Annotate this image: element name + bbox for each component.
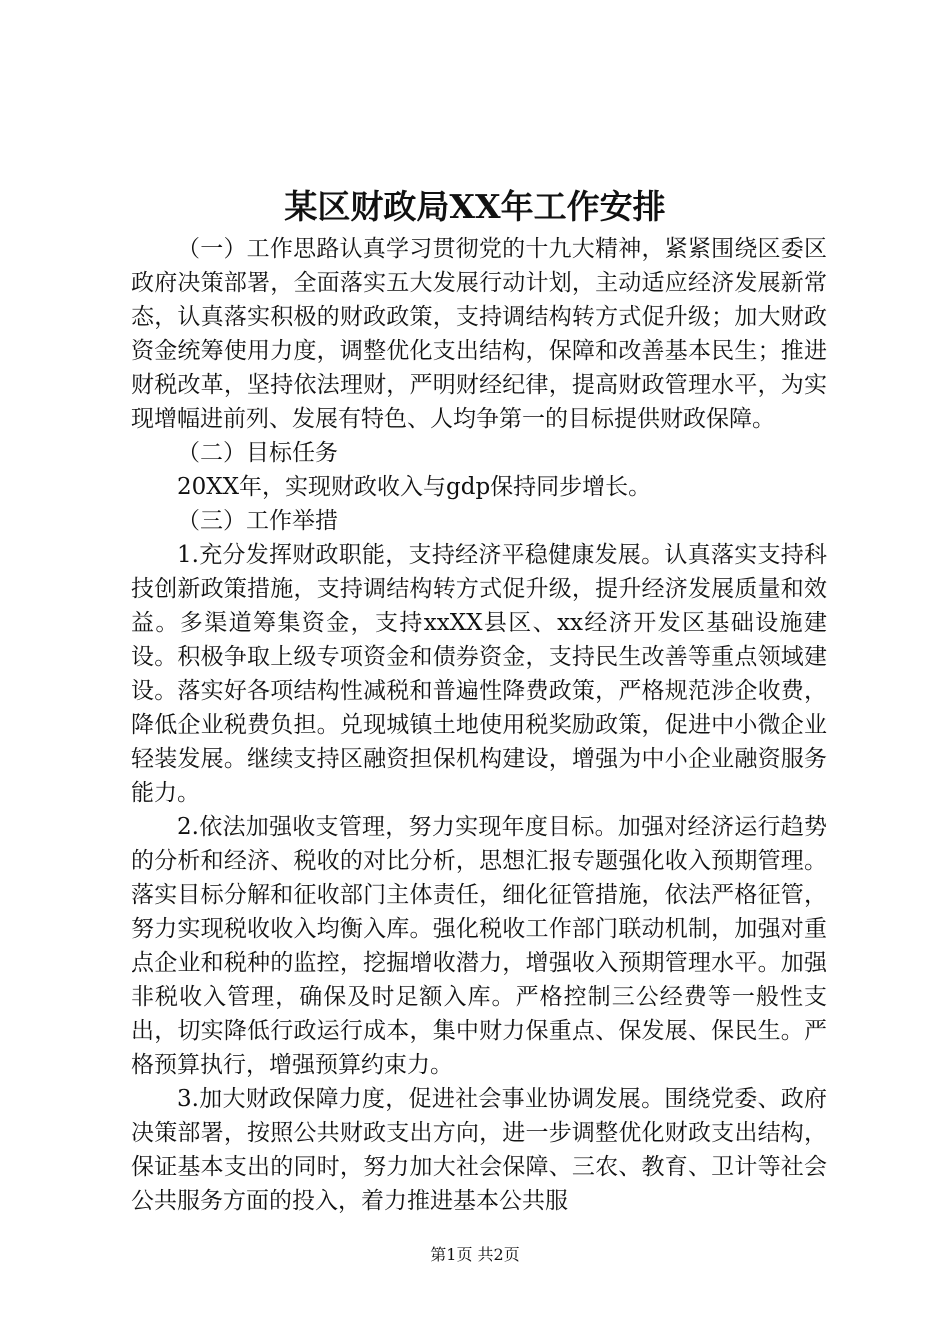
paragraph-measures-heading: （三）工作举措 [177, 508, 338, 534]
document-body [131, 232, 827, 1218]
paragraph-goals-heading: （二）目标任务 [177, 440, 338, 466]
paragraph-measure-3: 3.加大财政保障力度，促进社会事业协调发展。围绕党委、政府决策部署，按照公共财政支出方向，进一步调整优化财政支出结构，保证基本支出的同时，努力加大社会保障、三农、教育、卫计等社会公共服务方面的投入，着力推进基本公共服 [131, 1086, 827, 1214]
document-title: 某区财政局XX年工作安排 [284, 187, 666, 226]
paragraph-goals: 20XX年，实现财政收入与gdp保持同步增长。 [177, 474, 652, 500]
paragraph-measure-2: 2.依法加强收支管理，努力实现年度目标。加强对经济运行趋势的分析和经济、税收的对比分析，思想汇报专题强化收入预期管理。落实目标分解和征收部门主体责任，细化征管措施，依法严格征管，努力实现税收收入均衡入库。强化税收工作部门联动机制，加强对重点企业和税种的监控，挖掘增收潜力，增强收入预期管理水平。加强非税收入管理，确保及时足额入库。严格控制三公经费等一般性支出，切实降低行政运行成本，集中财力保重点、保发展、保民生。严格预算执行，增强预算约束力。 [131, 814, 827, 1078]
paragraph-work-approach: （一）工作思路认真学习贯彻党的十九大精神，紧紧围绕区委区政府决策部署，全面落实五大发展行动计划，主动适应经济发展新常态，认真落实积极的财政政策，支持调结构转方式促升级；加大财政资金统筹使用力度，调整优化支出结构，保障和改善基本民生；推进财税改革，坚持依法理财，严明财经纪律，提高财政管理水平，为实现增幅进前列、发展有特色、人均争第一的目标提供财政保障。 [131, 236, 827, 432]
page-footer: 第1页 共2页 [430, 1245, 520, 1264]
paragraph-measure-1: 1.充分发挥财政职能，支持经济平稳健康发展。认真落实支持科技创新政策措施，支持调结构转方式促升级，提升经济发展质量和效益。多渠道筹集资金，支持xxXX县区、xx经济开发区基础设施建设。积极争取上级专项资金和债券资金，支持民生改善等重点领域建设。落实好各项结构性减税和普遍性降费政策，严格规范涉企收费，降低企业税费负担。兑现城镇土地使用税奖励政策，促进中小微企业轻装发展。继续支持区融资担保机构建设，增强为中小企业融资服务能力。 [131, 542, 827, 806]
